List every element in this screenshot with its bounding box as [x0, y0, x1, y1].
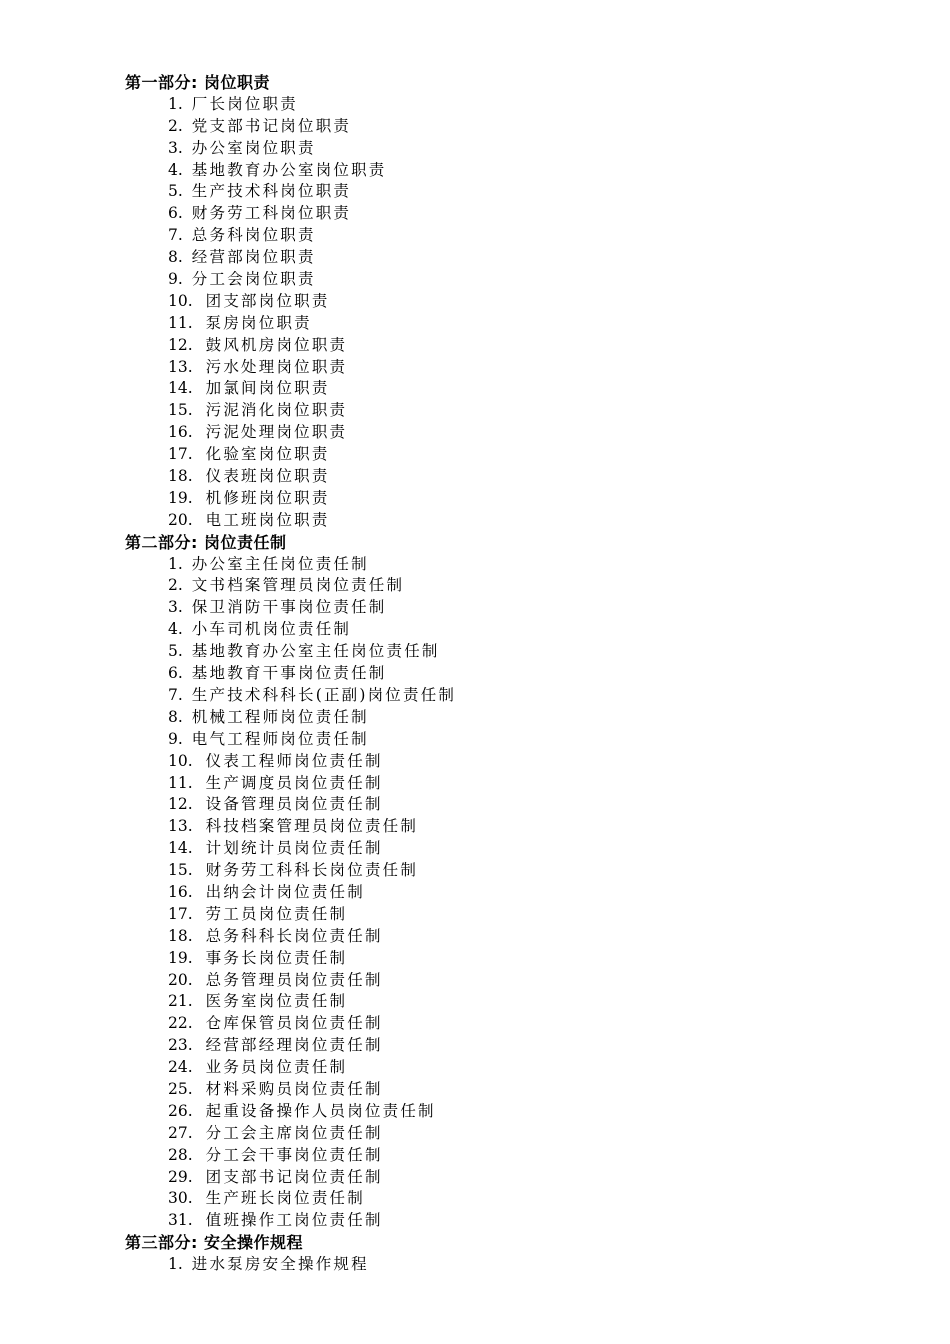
item-title: 生产调度员岗位责任制 — [205, 773, 383, 792]
item-number: 1. — [168, 554, 183, 573]
list-item — [125, 685, 905, 707]
item-number: 9. — [168, 729, 183, 748]
list-item — [125, 1101, 905, 1123]
item-number: 25. — [168, 1079, 193, 1098]
item-title: 劳工员岗位责任制 — [205, 904, 348, 923]
list-item — [125, 1167, 905, 1189]
item-number: 3. — [168, 138, 183, 157]
item-number: 3. — [168, 598, 183, 617]
item-number: 29. — [168, 1167, 193, 1186]
item-title: 分工会岗位职责 — [191, 270, 316, 289]
section-heading: 第三部分: 安全操作规程 — [125, 1233, 303, 1253]
list-item — [125, 729, 905, 751]
item-number: 24. — [168, 1058, 193, 1077]
item-number: 18. — [168, 926, 193, 945]
item-number: 12. — [168, 795, 193, 814]
list-item — [125, 991, 905, 1013]
item-title: 生产班长岗位责任制 — [205, 1189, 365, 1208]
item-number: 19. — [168, 488, 193, 507]
item-title: 仓库保管员岗位责任制 — [205, 1014, 383, 1033]
item-number: 30. — [168, 1189, 193, 1208]
item-title: 鼓风机房岗位职责 — [205, 335, 348, 354]
list-item — [125, 400, 905, 422]
item-title: 医务室岗位责任制 — [205, 992, 348, 1011]
item-title: 团支部岗位职责 — [205, 291, 330, 310]
list-item — [125, 597, 905, 619]
item-number: 23. — [168, 1036, 193, 1055]
list-item — [125, 269, 905, 291]
item-title: 生产技术科岗位职责 — [191, 182, 352, 201]
list-item — [125, 378, 905, 400]
list-item — [125, 225, 905, 247]
item-number: 17. — [168, 904, 193, 923]
list-item — [125, 510, 905, 532]
item-title: 设备管理员岗位责任制 — [205, 795, 383, 814]
list-item — [125, 1254, 905, 1276]
document-body — [125, 72, 905, 1276]
item-title: 化验室岗位职责 — [205, 445, 330, 464]
list-item — [125, 94, 905, 116]
item-title: 电工班岗位职责 — [205, 510, 330, 529]
list-item — [125, 773, 905, 795]
item-number: 1. — [168, 94, 183, 113]
list-item — [125, 838, 905, 860]
item-title: 仪表班岗位职责 — [205, 467, 330, 486]
item-number: 10. — [168, 751, 193, 770]
item-title: 污泥处理岗位职责 — [205, 423, 348, 442]
item-title: 团支部书记岗位责任制 — [205, 1167, 383, 1186]
item-number: 12. — [168, 335, 193, 354]
item-title: 生产技术科科长(正副)岗位责任制 — [191, 685, 457, 704]
item-number: 7. — [168, 226, 183, 245]
item-title: 经营部岗位职责 — [191, 248, 316, 267]
list-item — [125, 1210, 905, 1232]
item-number: 7. — [168, 685, 183, 704]
item-title: 保卫消防干事岗位责任制 — [191, 598, 387, 617]
item-number: 22. — [168, 1014, 193, 1033]
item-number: 13. — [168, 817, 193, 836]
list-item — [125, 291, 905, 313]
item-title: 事务长岗位责任制 — [205, 948, 348, 967]
list-item — [125, 751, 905, 773]
item-title: 污水处理岗位职责 — [205, 357, 348, 376]
list-item — [125, 1123, 905, 1145]
item-number: 16. — [168, 882, 193, 901]
list-item — [125, 1035, 905, 1057]
item-title: 污泥消化岗位职责 — [205, 401, 348, 420]
list-item — [125, 116, 905, 138]
item-title: 机修班岗位职责 — [205, 488, 330, 507]
item-number: 28. — [168, 1145, 193, 1164]
item-number: 20. — [168, 510, 193, 529]
item-number: 16. — [168, 423, 193, 442]
item-number: 20. — [168, 970, 193, 989]
item-title: 进水泵房安全操作规程 — [191, 1255, 369, 1274]
item-number: 5. — [168, 642, 183, 661]
list-item — [125, 707, 905, 729]
list-item — [125, 181, 905, 203]
list-item — [125, 663, 905, 685]
list-item — [125, 1013, 905, 1035]
item-number: 19. — [168, 948, 193, 967]
item-title: 小车司机岗位责任制 — [191, 620, 352, 639]
item-number: 6. — [168, 204, 183, 223]
item-number: 8. — [168, 248, 183, 267]
item-number: 6. — [168, 664, 183, 683]
item-number: 21. — [168, 992, 193, 1011]
item-number: 5. — [168, 182, 183, 201]
list-item — [125, 554, 905, 576]
list-item — [125, 357, 905, 379]
item-number: 4. — [168, 620, 183, 639]
item-title: 基地教育干事岗位责任制 — [191, 664, 387, 683]
list-item — [125, 422, 905, 444]
item-title: 党支部书记岗位职责 — [191, 116, 352, 135]
item-number: 27. — [168, 1123, 193, 1142]
section-heading: 第一部分: 岗位职责 — [125, 73, 270, 92]
item-title: 办公室主任岗位责任制 — [191, 554, 369, 573]
list-item — [125, 948, 905, 970]
item-title: 厂长岗位职责 — [191, 94, 298, 113]
item-title: 起重设备操作人员岗位责任制 — [205, 1101, 436, 1120]
list-item — [125, 619, 905, 641]
item-title: 电气工程师岗位责任制 — [191, 729, 369, 748]
item-title: 总务科岗位职责 — [191, 226, 316, 245]
item-number: 13. — [168, 357, 193, 376]
list-item — [125, 641, 905, 663]
list-item — [125, 138, 905, 160]
list-item — [125, 970, 905, 992]
item-title: 机械工程师岗位责任制 — [191, 707, 369, 726]
item-number: 11. — [168, 313, 193, 332]
item-number: 9. — [168, 270, 183, 289]
item-title: 总务科科长岗位责任制 — [205, 926, 383, 945]
item-number: 14. — [168, 839, 193, 858]
list-item — [125, 1057, 905, 1079]
list-item — [125, 160, 905, 182]
item-title: 仪表工程师岗位责任制 — [205, 751, 383, 770]
item-title: 基地教育办公室岗位职责 — [191, 160, 387, 179]
item-title: 基地教育办公室主任岗位责任制 — [191, 642, 440, 661]
list-item — [125, 860, 905, 882]
item-number: 31. — [168, 1211, 193, 1230]
list-item — [125, 335, 905, 357]
item-number: 10. — [168, 291, 193, 310]
item-title: 计划统计员岗位责任制 — [205, 839, 383, 858]
list-item — [125, 816, 905, 838]
list-item — [125, 1188, 905, 1210]
list-item — [125, 488, 905, 510]
list-item — [125, 1079, 905, 1101]
item-title: 科技档案管理员岗位责任制 — [205, 817, 419, 836]
item-title: 泵房岗位职责 — [205, 313, 312, 332]
item-title: 财务劳工科科长岗位责任制 — [205, 861, 419, 880]
list-item — [125, 313, 905, 335]
item-title: 值班操作工岗位责任制 — [205, 1211, 383, 1230]
item-number: 2. — [168, 116, 183, 135]
list-item — [125, 575, 905, 597]
list-item — [125, 444, 905, 466]
item-number: 1. — [168, 1255, 183, 1274]
list-item — [125, 904, 905, 926]
section-heading: 第二部分: 岗位责任制 — [125, 532, 287, 552]
item-title: 总务管理员岗位责任制 — [205, 970, 383, 989]
list-item — [125, 466, 905, 488]
item-number: 17. — [168, 445, 193, 464]
item-title: 出纳会计岗位责任制 — [205, 882, 365, 901]
item-number: 18. — [168, 467, 193, 486]
item-title: 业务员岗位责任制 — [205, 1058, 348, 1077]
list-item — [125, 794, 905, 816]
item-number: 2. — [168, 576, 183, 595]
item-title: 分工会干事岗位责任制 — [205, 1145, 383, 1164]
item-title: 分工会主席岗位责任制 — [205, 1123, 383, 1142]
item-title: 文书档案管理员岗位责任制 — [191, 576, 405, 595]
item-title: 财务劳工科岗位职责 — [191, 204, 352, 223]
item-number: 26. — [168, 1101, 193, 1120]
list-item — [125, 882, 905, 904]
item-title: 加氯间岗位职责 — [205, 379, 330, 398]
item-number: 11. — [168, 773, 193, 792]
item-number: 8. — [168, 707, 183, 726]
item-number: 15. — [168, 861, 193, 880]
list-item — [125, 1145, 905, 1167]
list-item — [125, 247, 905, 269]
list-item — [125, 203, 905, 225]
item-title: 材料采购员岗位责任制 — [205, 1079, 383, 1098]
item-number: 15. — [168, 401, 193, 420]
item-number: 4. — [168, 160, 183, 179]
item-title: 经营部经理岗位责任制 — [205, 1036, 383, 1055]
list-item — [125, 926, 905, 948]
item-number: 14. — [168, 379, 193, 398]
item-title: 办公室岗位职责 — [191, 138, 316, 157]
